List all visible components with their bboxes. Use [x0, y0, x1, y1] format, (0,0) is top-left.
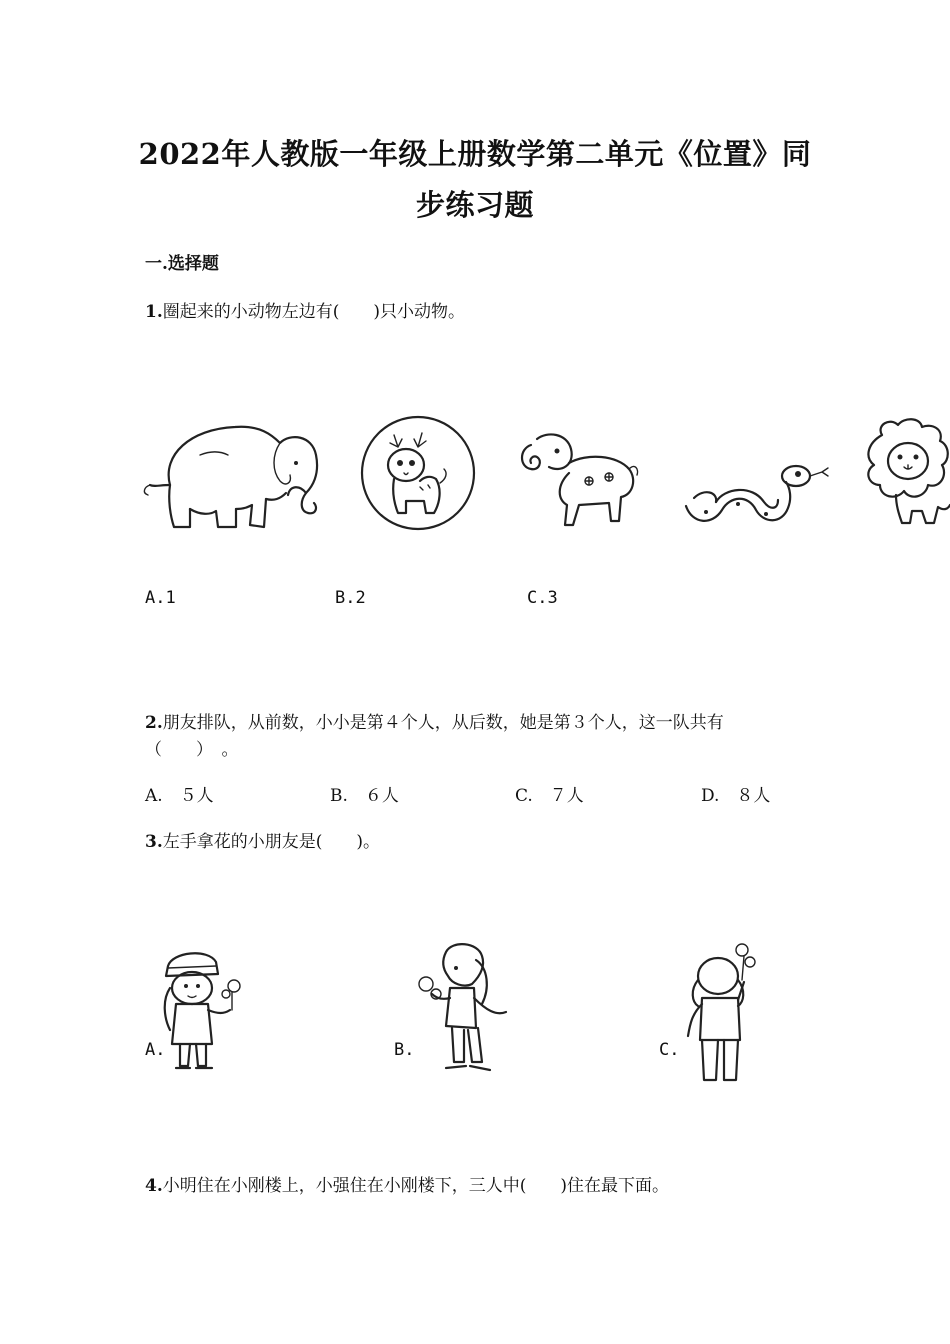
question-text: 朋友排队，从前数，小小是第４个人，从后数，她是第３个人，这一队共有: [162, 713, 724, 733]
option-c[interactable]: C. ７人: [515, 786, 584, 806]
option-c[interactable]: C.3: [527, 588, 558, 608]
question-text: 圈起来的小动物左边有( )只小动物。: [162, 302, 466, 322]
question-3: [145, 827, 380, 852]
option-d[interactable]: D. ８人: [701, 786, 771, 806]
option-b[interactable]: B.2: [335, 588, 366, 608]
question-2-continuation: （ ） 。: [145, 740, 239, 760]
question-text: 左手拿花的小朋友是( )。: [162, 832, 381, 852]
option-a[interactable]: A.1: [145, 588, 176, 608]
question-number: 4.: [145, 1176, 163, 1196]
option-c[interactable]: C.: [659, 1040, 680, 1060]
elephant-icon: [140, 415, 325, 535]
deer-icon: [358, 413, 478, 533]
girl-back-flower-icon: [682, 940, 762, 1085]
goat-icon: [517, 425, 647, 535]
option-b[interactable]: B. ６人: [330, 786, 399, 806]
question-number: 2.: [145, 713, 163, 733]
question-number: 1.: [145, 302, 163, 322]
girl-front-flower-icon: [158, 948, 253, 1078]
page-title: 2022年人教版一年级上册数学第二单元《位置》同: [138, 137, 812, 171]
girl-side-flower-icon: [412, 938, 512, 1083]
question-2: [145, 708, 724, 733]
lion-icon: [862, 415, 950, 530]
page-title-line-2: 步练习题: [415, 188, 534, 222]
option-b[interactable]: B.: [394, 1040, 415, 1060]
question-4: [145, 1171, 669, 1196]
question-text: 小明住在小刚楼上，小强住在小刚楼下，三人中( )住在最下面。: [162, 1176, 670, 1196]
question-number: 3.: [145, 832, 163, 852]
option-a[interactable]: A. ５人: [145, 786, 214, 806]
snake-icon: [682, 458, 832, 533]
section-heading: 一.选择题: [145, 254, 219, 274]
option-a[interactable]: A.: [145, 1040, 166, 1060]
question-1: [145, 297, 465, 322]
